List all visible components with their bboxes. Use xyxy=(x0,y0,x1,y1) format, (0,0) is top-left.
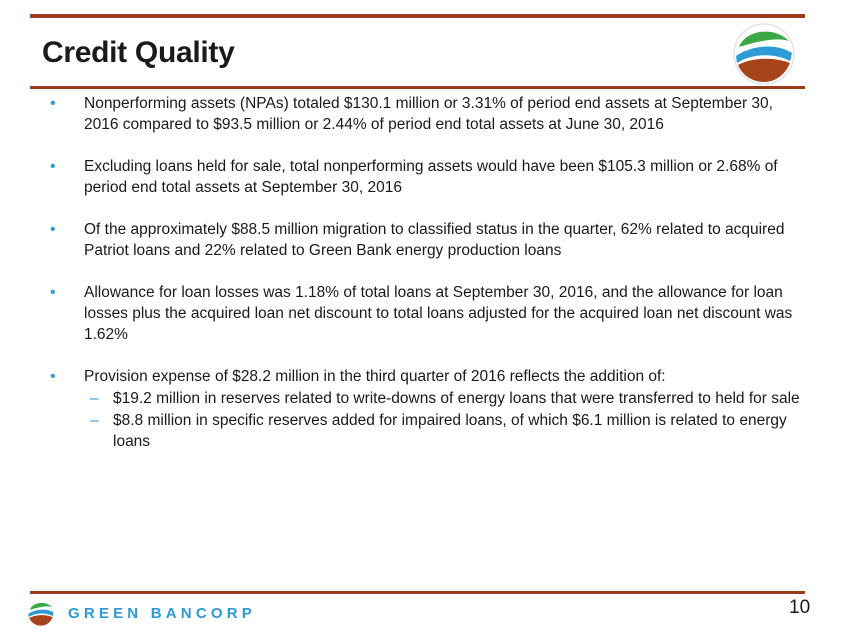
slide-title: Credit Quality xyxy=(42,36,235,69)
bullet-text: Nonperforming assets (NPAs) totaled $130.1 million or 3.31% of period end assets at September 30, 2016 compared to $93.5 million or 2.44% of period end total assets at June 30, 2016 xyxy=(84,95,773,133)
sub-bullet-item-specific-reserves xyxy=(50,410,810,452)
bullet-dot-icon: • xyxy=(50,284,56,301)
bullet-item-provision xyxy=(50,366,810,387)
bullet-item-npa xyxy=(50,93,810,135)
footer-brand-name xyxy=(68,605,256,622)
brand-bancorp-text: BANCORP xyxy=(150,605,256,622)
bullet-item-excluding-loans xyxy=(50,156,810,198)
footer-logo-icon xyxy=(27,598,55,628)
dash-icon: – xyxy=(90,412,99,429)
bullet-text: Allowance for loan losses was 1.18% of total loans at September 30, 2016, and the allowance for loan losses plus the acquired loan net discount to total loans adjusted for the acquired loan net discount was 1.62% xyxy=(84,284,793,343)
bullet-dot-icon: • xyxy=(50,368,56,385)
green-bancorp-logo-icon xyxy=(733,23,795,85)
sub-bullet-item-writedowns xyxy=(50,388,810,409)
bullet-item-allowance xyxy=(50,282,810,345)
bullet-item-migration xyxy=(50,219,810,261)
title-rule xyxy=(30,86,805,89)
bullet-text: Provision expense of $28.2 million in the third quarter of 2016 reflects the addition of: xyxy=(84,368,666,385)
bullet-text: Excluding loans held for sale, total nonperforming assets would have been $105.3 million or 2.68% of period end total assets at September 30, 2016 xyxy=(84,158,778,196)
bullet-list xyxy=(50,93,810,452)
sub-bullet-text: $19.2 million in reserves related to write-downs of energy loans that were transferred to held for sale xyxy=(113,390,800,407)
bottom-rule xyxy=(30,591,805,594)
sub-bullet-list xyxy=(50,388,810,452)
bullet-dot-icon: • xyxy=(50,95,56,112)
brand-green-text: GREEN xyxy=(68,605,143,622)
dash-icon: – xyxy=(90,390,99,407)
page-number: 10 xyxy=(789,597,811,618)
bullet-text: Of the approximately $88.5 million migration to classified status in the quarter, 62% related to acquired Patriot loans and 22% related to Green Bank energy production loans xyxy=(84,221,785,259)
sub-bullet-text: $8.8 million in specific reserves added for impaired loans, of which $6.1 million is related to energy loans xyxy=(113,412,787,450)
bullet-dot-icon: • xyxy=(50,158,56,175)
top-rule xyxy=(30,14,805,18)
bullet-dot-icon: • xyxy=(50,221,56,238)
